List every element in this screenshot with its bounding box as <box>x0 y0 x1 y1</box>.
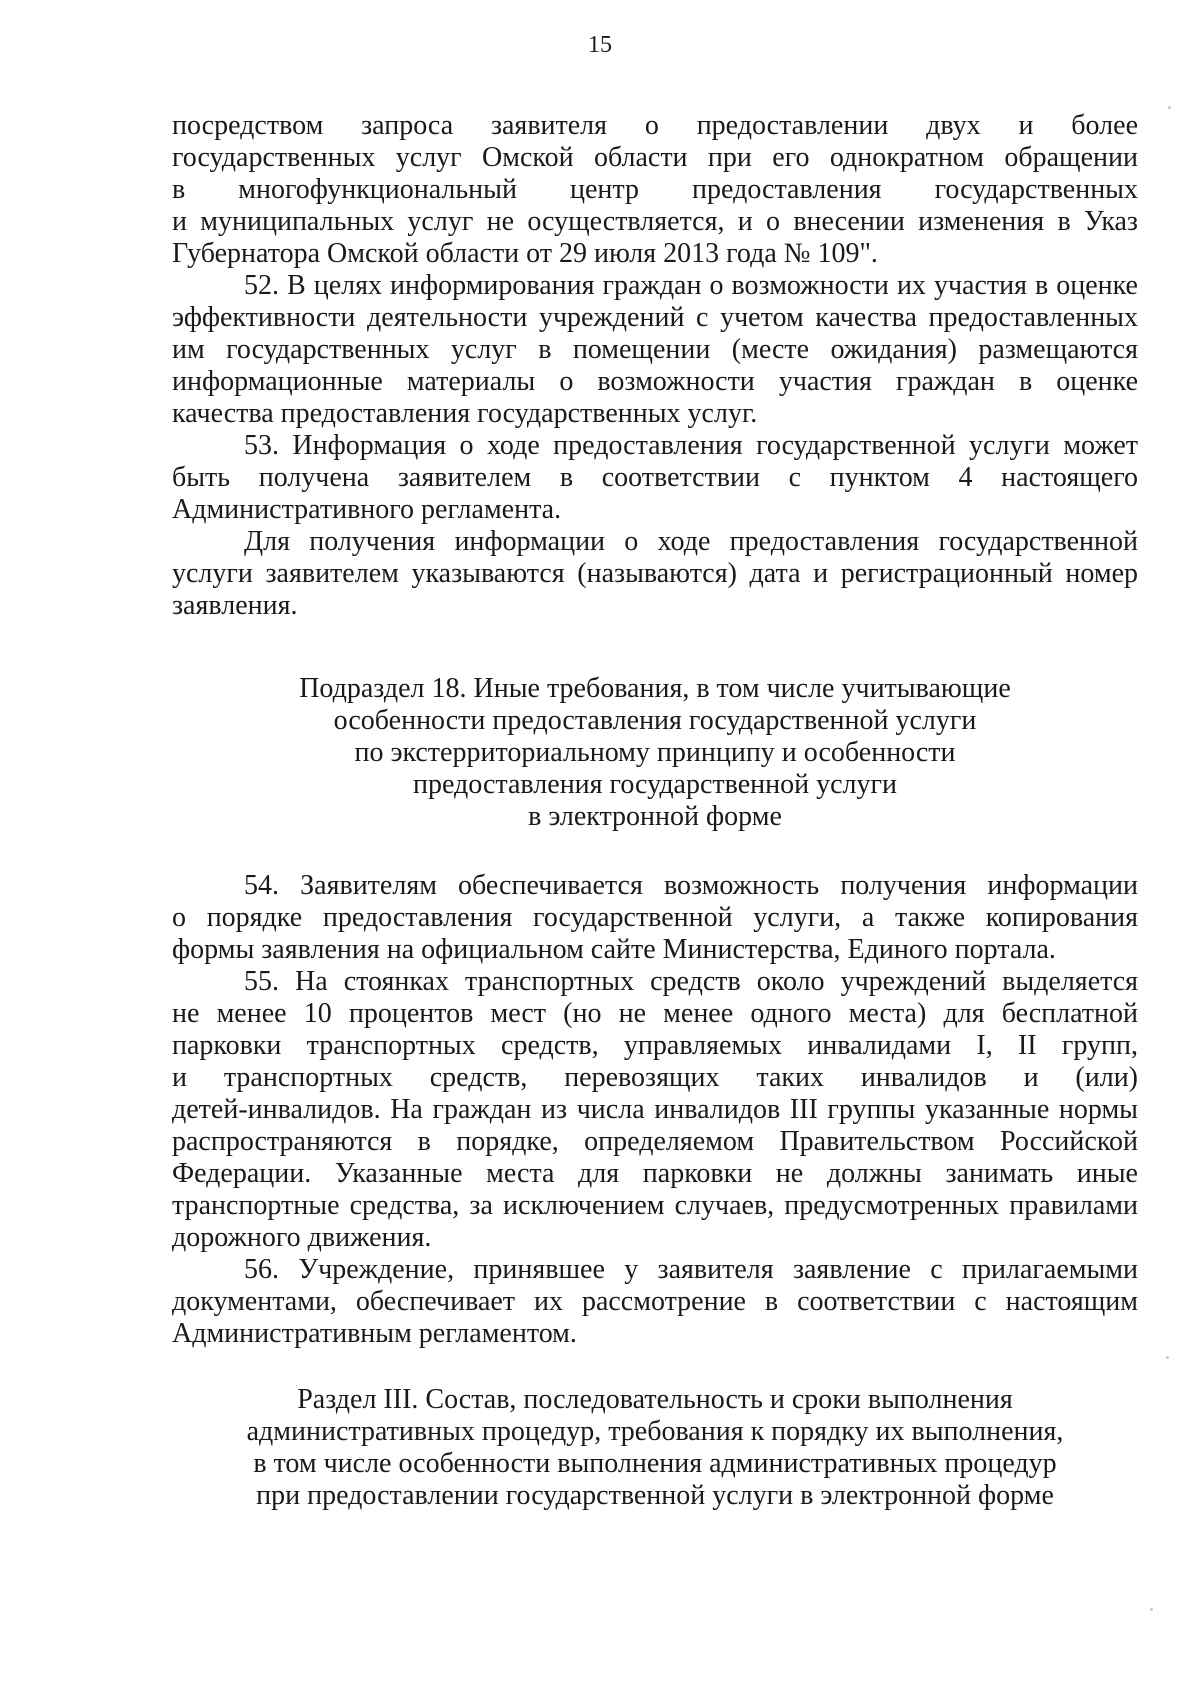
text-block-1 <box>172 110 1138 622</box>
text-line: и муниципальных услуг не осуществляется, и о внесении изменения в Указ <box>172 206 1138 237</box>
text-block-2 <box>172 870 1138 1350</box>
text-line: в многофункциональный центр предоставления государственных <box>172 174 1138 205</box>
text-line: заявления. <box>172 590 298 621</box>
text-line: услуги заявителем указываются (называются) дата и регистрационный номер <box>172 558 1138 589</box>
paragraph-52-first-line: 52. В целях информирования граждан о возможности их участия в оценке <box>244 270 1138 301</box>
subsection-heading <box>172 673 1138 833</box>
text-line: формы заявления на официальном сайте Министерства, Единого портала. <box>172 934 1056 965</box>
heading-line: Раздел III. Состав, последовательность и сроки выполнения <box>297 1384 1013 1415</box>
paragraph-first-line: Для получения информации о ходе предоставления государственной <box>244 526 1138 557</box>
heading-line: Подраздел 18. Иные требования, в том числе учитывающие <box>299 673 1011 704</box>
paragraph-54-first-line: 54. Заявителям обеспечивается возможность получения информации <box>244 870 1138 901</box>
text-line: и транспортных средств, перевозящих таких инвалидов и (или) <box>172 1062 1138 1093</box>
heading-line: особенности предоставления государственной услуги <box>333 705 977 736</box>
text-line: информационные материалы о возможности участия граждан в оценке <box>172 366 1138 397</box>
page-number: 15 <box>588 32 612 58</box>
text-line: Федерации. Указанные места для парковки не должны занимать иные <box>172 1158 1138 1189</box>
paragraph-55-first-line: 55. На стоянках транспортных средств около учреждений выделяется <box>244 966 1138 997</box>
text-line: посредством запроса заявителя о предоставлении двух и более <box>172 110 1138 141</box>
section-heading <box>172 1384 1138 1512</box>
text-line: распространяются в порядке, определяемом Правительством Российской <box>172 1126 1138 1157</box>
text-line: Губернатора Омской области от 29 июля 2013 года № 109". <box>172 238 878 269</box>
text-line: качества предоставления государственных услуг. <box>172 398 758 429</box>
text-line: о порядке предоставления государственной услуги, а также копирования <box>172 902 1138 933</box>
text-line: документами, обеспечивает их рассмотрение в соответствии с настоящим <box>172 1286 1138 1317</box>
heading-line: в электронной форме <box>528 801 782 832</box>
heading-line: предоставления государственной услуги <box>413 769 897 800</box>
text-line: детей-инвалидов. На граждан из числа инвалидов III группы указанные нормы <box>172 1094 1138 1125</box>
text-line: эффективности деятельности учреждений с учетом качества предоставленных <box>172 302 1138 333</box>
text-line: не менее 10 процентов мест (но не менее одного места) для бесплатной <box>172 998 1138 1029</box>
text-line: Административного регламента. <box>172 494 562 525</box>
scan-speck <box>1166 1356 1169 1359</box>
text-line: Административным регламентом. <box>172 1318 577 1349</box>
heading-line: по экстерриториальному принципу и особенности <box>354 737 956 768</box>
text-line: им государственных услуг в помещении (месте ожидания) размещаются <box>172 334 1138 365</box>
paragraph-53-first-line: 53. Информация о ходе предоставления государственной услуги может <box>244 430 1138 461</box>
heading-line: административных процедур, требования к порядку их выполнения, <box>246 1416 1064 1447</box>
paragraph-56-first-line: 56. Учреждение, принявшее у заявителя заявление с прилагаемыми <box>244 1254 1138 1285</box>
scan-speck <box>1150 1608 1153 1611</box>
text-line: парковки транспортных средств, управляемых инвалидами I, II групп, <box>172 1030 1138 1061</box>
text-line: дорожного движения. <box>172 1222 432 1253</box>
text-line: государственных услуг Омской области при его однократном обращении <box>172 142 1138 173</box>
scan-speck <box>1168 106 1171 109</box>
text-line: быть получена заявителем в соответствии с пунктом 4 настоящего <box>172 462 1138 493</box>
heading-line: в том числе особенности выполнения административных процедур <box>253 1448 1057 1479</box>
text-line: транспортные средства, за исключением случаев, предусмотренных правилами <box>172 1190 1138 1221</box>
heading-line: при предоставлении государственной услуги в электронной форме <box>256 1480 1054 1511</box>
